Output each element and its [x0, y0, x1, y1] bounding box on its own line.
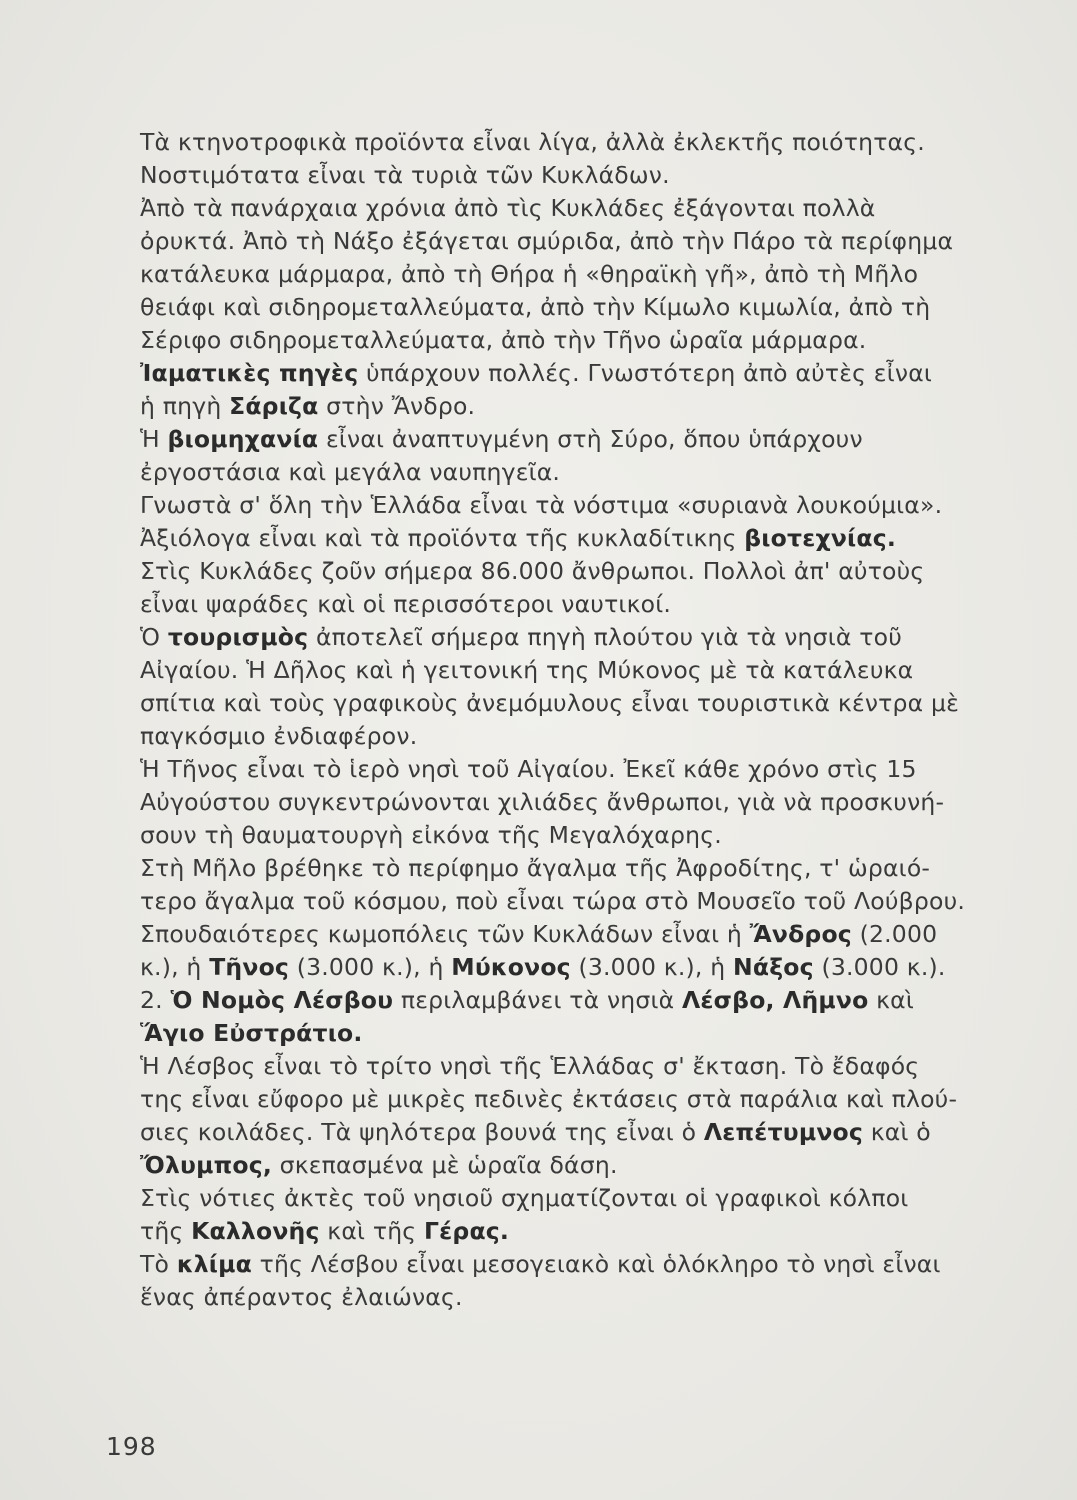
text-line — [106, 522, 1026, 555]
paragraph — [106, 192, 1026, 357]
paragraph — [106, 984, 1026, 1050]
body-text — [106, 126, 1026, 1314]
bold-term: Λεπέτυμνος — [703, 1118, 864, 1146]
text-line — [106, 918, 1026, 951]
text-line — [106, 984, 1026, 1017]
text-run: περιλαμβάνει τὰ νησιὰ — [393, 986, 683, 1014]
text-run: παγκόσμιο ἐνδιαφέρον. — [140, 722, 418, 750]
text-run: Αὐγούστου συγκεντρώνονται χιλιάδες ἄνθρωποι, γιὰ νὰ προσκυνή- — [140, 788, 945, 816]
text-line — [106, 258, 1026, 291]
bold-term: βιομηχανία — [167, 425, 319, 453]
text-run: (2.000 — [851, 920, 938, 948]
text-line — [106, 1017, 1026, 1050]
paragraph — [106, 126, 1026, 192]
text-line — [106, 852, 1026, 885]
bold-term: τουρισμὸς — [167, 623, 309, 651]
bold-term: κλίμα — [176, 1250, 252, 1278]
text-run: ὀρυκτά. Ἀπὸ τὴ Νάξο ἐξάγεται σμύριδα, ἀπὸ τὴν Πάρο τὰ περίφημα — [140, 227, 954, 255]
text-run: της εἶναι εὔφορο μὲ μικρὲς πεδινὲς ἐκτάσεις στὰ παράλια καὶ πλού- — [140, 1085, 958, 1113]
text-line — [106, 885, 1026, 918]
bold-term: Τῆνος — [209, 953, 290, 981]
bold-term: Ἰαματικὲς πηγὲς — [140, 359, 359, 387]
text-run: Ἀξιόλογα εἶναι καὶ τὰ προϊόντα τῆς κυκλαδίτικης — [140, 524, 745, 552]
text-line — [106, 687, 1026, 720]
text-line — [106, 390, 1026, 423]
text-run: Στὶς νότιες ἀκτὲς τοῦ νησιοῦ σχηματίζονται οἱ γραφικοὶ κόλποι — [140, 1184, 909, 1212]
text-run: τερο ἄγαλμα τοῦ κόσμου, ποὺ εἶναι τώρα στὸ Μουσεῖο τοῦ Λούβρου. — [140, 887, 966, 915]
text-line — [106, 159, 1026, 192]
paragraph — [106, 1182, 1026, 1248]
paragraph — [106, 852, 1026, 918]
text-run: Τὸ — [140, 1250, 177, 1278]
text-line — [106, 951, 1026, 984]
text-line — [106, 1248, 1026, 1281]
text-line — [106, 654, 1026, 687]
paragraph — [106, 1050, 1026, 1182]
text-run: Νοστιμότατα εἶναι τὰ τυριὰ τῶν Κυκλάδων. — [140, 161, 670, 189]
bold-term: Λέσβο, Λῆμνο — [682, 986, 869, 1014]
text-line — [106, 1050, 1026, 1083]
bold-term: Γέρας. — [423, 1217, 510, 1245]
text-run: (3.000 κ.), ἡ — [570, 953, 733, 981]
text-line — [106, 720, 1026, 753]
text-run: Ἡ Λέσβος εἶναι τὸ τρίτο νησὶ τῆς Ἑλλάδας σ' ἔκταση. Τὸ ἔδαφός — [140, 1052, 920, 1080]
text-run: Αἰγαίου. Ἡ Δῆλος καὶ ἡ γειτονική της Μύκονος μὲ τὰ κατάλευκα — [140, 656, 914, 684]
paragraph — [106, 555, 1026, 621]
text-line — [106, 1215, 1026, 1248]
text-run: Σπουδαιότερες κωμοπόλεις τῶν Κυκλάδων εἶναι ἡ — [140, 920, 750, 948]
text-line — [106, 1116, 1026, 1149]
text-line — [106, 555, 1026, 588]
text-run: Ἡ Τῆνος εἶναι τὸ ἱερὸ νησὶ τοῦ Αἰγαίου. Ἐκεῖ κάθε χρόνο στὶς 15 — [140, 755, 917, 783]
text-line — [106, 621, 1026, 654]
text-run: Γνωστὰ σ' ὅλη τὴν Ἑλλάδα εἶναι τὰ νόστιμα «συριανὰ λουκούμια». — [140, 491, 943, 519]
paragraph — [106, 357, 1026, 423]
text-run: εἶναι ἀναπτυγμένη στὴ Σύρο, ὅπου ὑπάρχουν — [318, 425, 863, 453]
text-line — [106, 489, 1026, 522]
paragraph — [106, 753, 1026, 852]
text-run: σουν τὴ θαυματουργὴ εἰκόνα τῆς Μεγαλόχαρης. — [140, 821, 722, 849]
text-line — [106, 1281, 1026, 1314]
paragraph — [106, 918, 1026, 984]
text-line — [106, 786, 1026, 819]
page-number: 198 — [106, 1432, 157, 1461]
text-line — [106, 126, 1026, 159]
text-line — [106, 1182, 1026, 1215]
text-run: τῆς Λέσβου εἶναι μεσογειακὸ καὶ ὁλόκληρο τὸ νησὶ εἶναι — [251, 1250, 941, 1278]
paragraph — [106, 621, 1026, 753]
text-line — [106, 192, 1026, 225]
text-run: σιες κοιλάδες. Τὰ ψηλότερα βουνά της εἶναι ὁ — [140, 1118, 704, 1146]
text-run: 2. — [140, 986, 171, 1014]
text-run: ἐργοστάσια καὶ μεγάλα ναυπηγεῖα. — [140, 458, 561, 486]
bold-term: Ὁ Νομὸς Λέσβου — [170, 986, 394, 1014]
paragraph — [106, 1248, 1026, 1314]
text-run: θειάφι καὶ σιδηρομεταλλεύματα, ἀπὸ τὴν Κίμωλο κιμωλία, ἀπὸ τὴ — [140, 293, 931, 321]
text-line — [106, 423, 1026, 456]
text-run: Ἀπὸ τὰ πανάρχαια χρόνια ἀπὸ τὶς Κυκλάδες ἐξάγονται πολλὰ — [140, 194, 876, 222]
paragraph — [106, 423, 1026, 489]
text-run: καὶ — [868, 986, 914, 1014]
text-run: ὑπάρχουν πολλές. Γνωστότερη ἀπὸ αὐτὲς εἶναι — [358, 359, 933, 387]
text-run: Στὶς Κυκλάδες ζοῦν σήμερα 86.000 ἄνθρωποι. Πολλοὶ ἀπ' αὐτοὺς — [140, 557, 925, 585]
text-run: σκεπασμένα μὲ ὡραῖα δάση. — [271, 1151, 618, 1179]
text-run: καὶ τῆς — [319, 1217, 424, 1245]
text-run: κατάλευκα μάρμαρα, ἀπὸ τὴ Θήρα ἡ «θηραϊκὴ γῆ», ἀπὸ τὴ Μῆλο — [140, 260, 919, 288]
text-run: εἶναι ψαράδες καὶ οἱ περισσότεροι ναυτικοί. — [140, 590, 672, 618]
text-run: (3.000 κ.). — [813, 953, 946, 981]
bold-term: Μύκονος — [451, 953, 571, 981]
text-line — [106, 357, 1026, 390]
text-line — [106, 819, 1026, 852]
text-line — [106, 456, 1026, 489]
text-run: στὴν Ἄνδρο. — [318, 392, 476, 420]
text-run: Ὁ — [140, 623, 168, 651]
text-line — [106, 324, 1026, 357]
text-run: Ἡ — [140, 425, 168, 453]
text-run: ἕνας ἀπέραντος ἐλαιώνας. — [140, 1283, 463, 1311]
text-run: Στὴ Μῆλο βρέθηκε τὸ περίφημο ἄγαλμα τῆς Ἀφροδίτης, τ' ὡραιό- — [140, 854, 931, 882]
text-run: τῆς — [140, 1217, 192, 1245]
text-run: σπίτια καὶ τοὺς γραφικοὺς ἀνεμόμυλους εἶναι τουριστικὰ κέντρα μὲ — [140, 689, 960, 717]
text-line — [106, 1083, 1026, 1116]
text-run: κ.), ἡ — [140, 953, 210, 981]
bold-term: Ἄνδρος — [749, 920, 852, 948]
text-line — [106, 1149, 1026, 1182]
bold-term: βιοτεχνίας. — [744, 524, 897, 552]
text-line — [106, 588, 1026, 621]
paragraph — [106, 522, 1026, 555]
text-run: ἀποτελεῖ σήμερα πηγὴ πλούτου γιὰ τὰ νησιὰ τοῦ — [308, 623, 902, 651]
text-run: Τὰ κτηνοτροφικὰ προϊόντα εἶναι λίγα, ἀλλὰ ἐκλεκτῆς ποιότητας. — [140, 128, 925, 156]
paragraph — [106, 489, 1026, 522]
text-run: Σέριφο σιδηρομεταλλεύματα, ἀπὸ τὴν Τῆνο ὡραῖα μάρμαρα. — [140, 326, 867, 354]
text-line — [106, 291, 1026, 324]
text-line — [106, 225, 1026, 258]
text-run: καὶ ὁ — [863, 1118, 931, 1146]
text-run: (3.000 κ.), ἡ — [289, 953, 452, 981]
bold-term: Καλλονῆς — [191, 1217, 320, 1245]
bold-term: Νάξος — [733, 953, 814, 981]
bold-term: Ὄλυμπος, — [140, 1151, 272, 1179]
bold-term: Σάριζα — [229, 392, 319, 420]
text-line — [106, 753, 1026, 786]
text-run: ἡ πηγὴ — [140, 392, 230, 420]
bold-term: Ἅγιο Εὐστράτιο. — [140, 1019, 363, 1047]
